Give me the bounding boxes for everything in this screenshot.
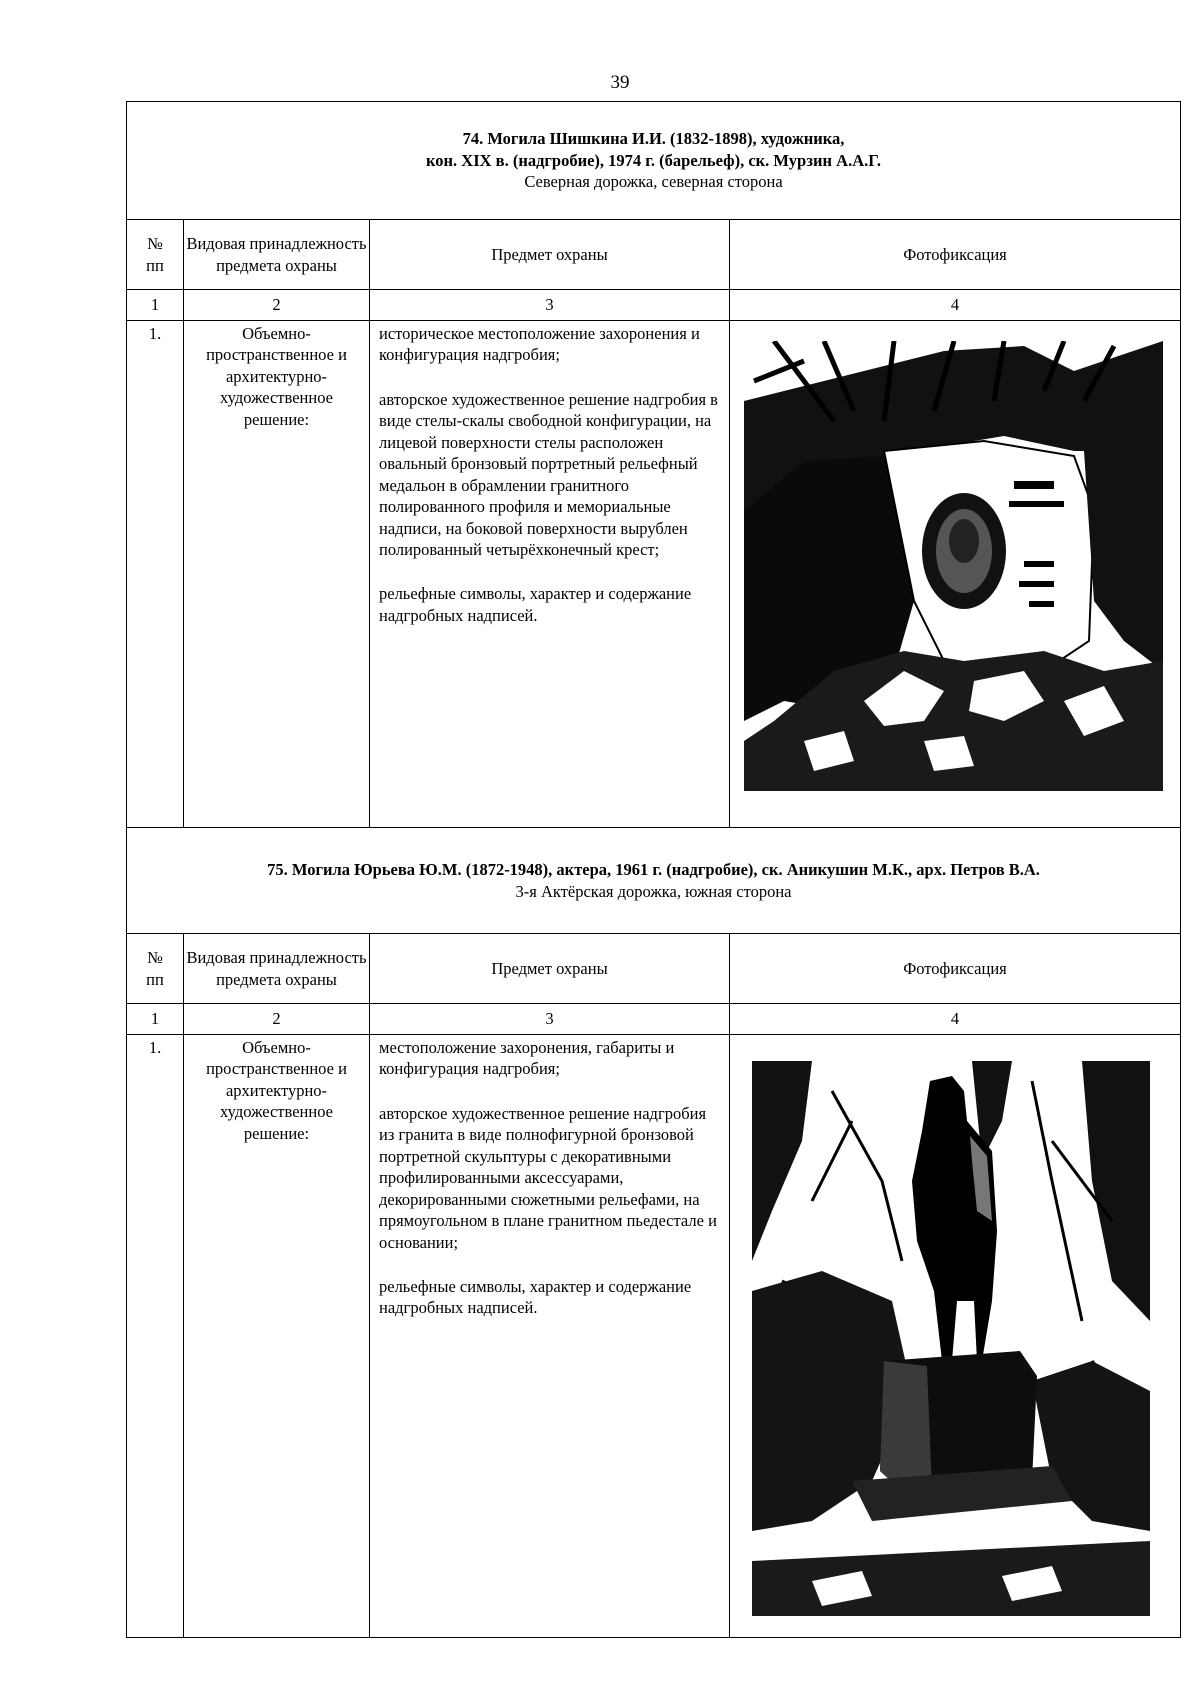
photo-yuriev-grave <box>752 1061 1150 1616</box>
index-4: 4 <box>730 290 1181 321</box>
row-number: 1. <box>127 321 184 828</box>
photo-shishkin-grave <box>744 341 1163 791</box>
header-col-number: № пп <box>127 220 184 290</box>
subject-paragraph: рельефные символы, характер и содержание надгробных надписей. <box>379 1276 692 1318</box>
section-74-title-line1: 74. Могила Шишкина И.И. (1832-1898), художника, <box>462 129 845 149</box>
section-75-location: 3-я Актёрская дорожка, южная сторона <box>515 881 792 901</box>
subject-paragraph: авторское художественное решение надгробия в виде стелы-скалы свободной конфигурации, на лицевой поверхности стелы расположен овальный бронзовый портретный рельефный медальон в обрамлении гранитного полированного профиля и мемориальные надписи, на боковой поверхности вырублен полированный четырёхконечный крест; <box>379 389 718 559</box>
index-3: 3 <box>370 1004 730 1035</box>
section-74-location: Северная дорожка, северная сторона <box>524 172 783 192</box>
subject-paragraph: рельефные символы, характер и содержание надгробных надписей. <box>379 584 692 625</box>
header-col-subject: Предмет охраны <box>370 220 730 290</box>
row-number: 1. <box>127 1035 184 1638</box>
index-4: 4 <box>730 1004 1181 1035</box>
header-col-subject: Предмет охраны <box>370 934 730 1004</box>
index-2: 2 <box>184 1004 370 1035</box>
header-col-number: № пп <box>127 934 184 1004</box>
index-2: 2 <box>184 290 370 321</box>
subject-paragraph: историческое местоположение захоронения и конфигурация надгробия; <box>379 324 700 365</box>
subject-paragraph: местоположение захоронения, габариты и конфигурация надгробия; <box>379 1038 675 1079</box>
row-type: Объемно-пространственное и архитектурно-художественное решение: <box>184 1035 370 1638</box>
section-74-title-line2: кон. XIX в. (надгробие), 1974 г. (барельеф), ск. Мурзин А.А.Г. <box>426 150 882 170</box>
row-subject <box>370 1035 730 1638</box>
header-col-photo: Фотофиксация <box>730 220 1181 290</box>
index-1: 1 <box>127 1004 184 1035</box>
page-number: 39 <box>610 72 630 93</box>
photo-cell <box>730 1035 1181 1638</box>
section-74-table <box>126 101 1181 828</box>
section-75-title: 75. Могила Юрьева Ю.М. (1872-1948), актера, 1961 г. (надгробие), ск. Аникушин М.К., арх. Петров В.А. <box>267 860 1040 880</box>
photo-cell <box>730 321 1181 828</box>
row-type: Объемно-пространственное и архитектурно-художественное решение: <box>184 321 370 828</box>
header-col-photo: Фотофиксация <box>730 934 1181 1004</box>
header-col-type: Видовая принадлежность предмета охраны <box>184 934 370 1004</box>
index-1: 1 <box>127 290 184 321</box>
index-3: 3 <box>370 290 730 321</box>
subject-paragraph: авторское художественное решение надгробия из гранита в виде полнофигурной бронзовой портретной скульптуры с декоративными профилированными аксессуарами, декорированными сюжетными рельефами, на прямоугольном в плане гранитном пьедестале и основании; <box>379 1103 717 1252</box>
section-75-table <box>126 827 1181 1638</box>
header-col-type: Видовая принадлежность предмета охраны <box>184 220 370 290</box>
row-subject <box>370 321 730 828</box>
section-75-heading <box>127 828 1181 934</box>
section-74-heading <box>127 102 1181 220</box>
